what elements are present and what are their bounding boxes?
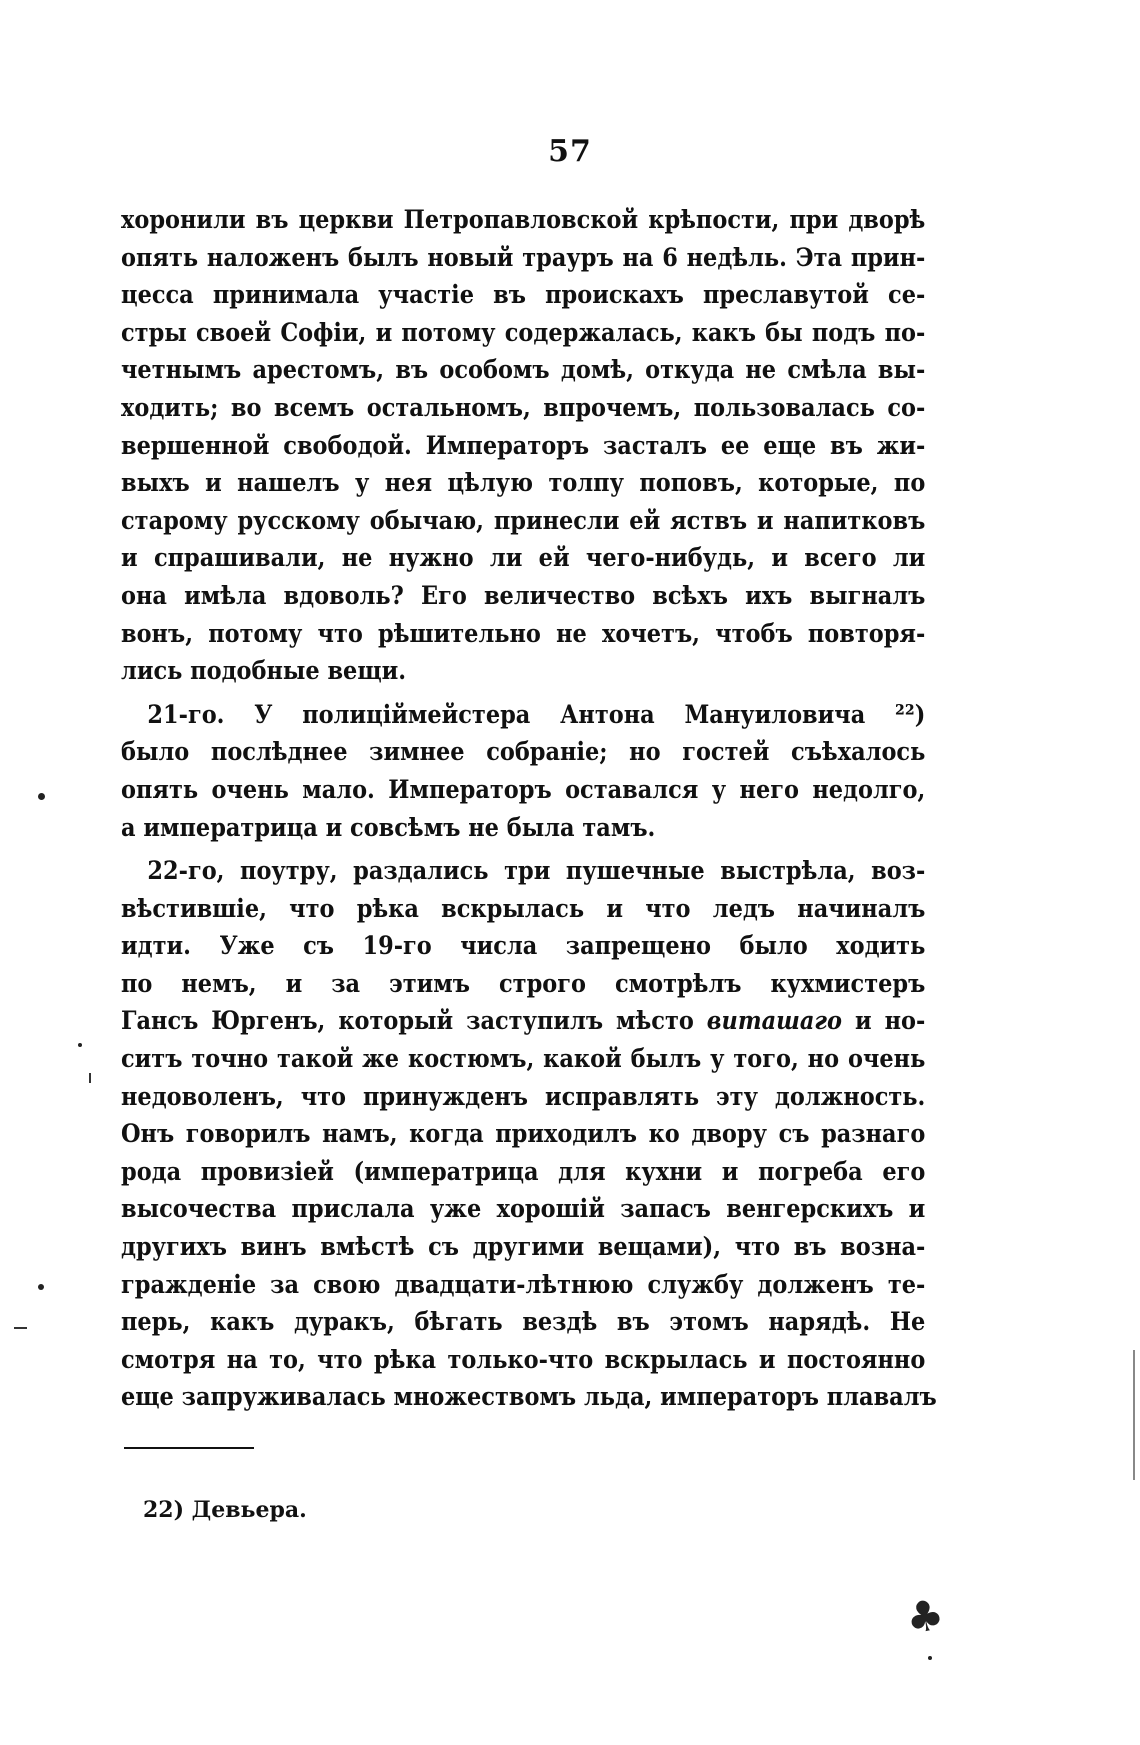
text-line: ситъ точно такой же костюмъ, какой былъ у того, но очень — [121, 1044, 926, 1075]
scan-speck — [928, 1656, 932, 1660]
text-line: идти. Уже съ 19-го числа запрещено было ходить — [121, 931, 926, 962]
text-line: недоволенъ, что принужденъ исправлять эту должность. — [121, 1081, 926, 1112]
text-line: опять очень мало. Императоръ оставался у него недолго, — [121, 774, 926, 805]
text-line: перь, какъ дуракъ, бѣгать вездѣ въ этомъ нарядѣ. Не — [121, 1307, 926, 1338]
text-line: стры своей Софіи, и потому содержалась, какъ бы подъ по- — [121, 317, 926, 348]
right-edge-line — [1133, 1350, 1135, 1480]
margin-speck — [78, 1043, 82, 1047]
text-line: рода провизіей (императрица для кухни и погреба его — [121, 1156, 926, 1187]
text-line: опять наложенъ былъ новый трауръ на 6 недѣль. Эта прин- — [121, 242, 926, 273]
text-line: лись подобные вещи. — [121, 656, 407, 687]
text-segment: и но- — [854, 1006, 926, 1037]
text-line: смотря на то, что рѣка только-что вскрылась и постоянно — [121, 1344, 926, 1375]
text-line: она имѣла вдоволь? Его величество всѣхъ ихъ выгналъ — [121, 580, 926, 611]
main-text — [121, 202, 937, 1417]
text-line: вершенной свободой. Императоръ засталъ ее еще въ жи- — [121, 430, 926, 461]
text-line: хоронили въ церкви Петропавловской крѣпости, при дворѣ — [121, 205, 926, 235]
margin-speck — [38, 1284, 44, 1290]
text-line: выхъ и нашелъ у нея цѣлую толпу поповъ, которые, по — [121, 468, 926, 499]
text-line: вѣстившіе, что рѣка вскрылась и что ледъ начиналъ — [121, 893, 926, 924]
text-line: и спрашивали, не нужно ли ей чего-нибудь, и всего ли — [121, 543, 926, 574]
text-line: высочества прислала уже хорошій запасъ венгерскихъ и — [121, 1194, 926, 1225]
footnote: 22) Девьера. — [143, 1497, 307, 1523]
text-line: цесса принимала участіе въ проискахъ преславутой се- — [121, 280, 926, 311]
text-line: другихъ винъ вмѣстѣ съ другими вещами), что въ возна- — [121, 1232, 926, 1263]
text-line: по немъ, и за этимъ строго смотрѣлъ кухмистеръ — [121, 968, 926, 999]
text-line: четнымъ арестомъ, въ особомъ домѣ, откуда не смѣла вы- — [121, 355, 926, 386]
margin-dash — [14, 1327, 27, 1329]
text-line: а императрица и совсѣмъ не была тамъ. — [121, 812, 656, 843]
page-number: 57 — [548, 134, 592, 169]
text-line: еще запруживалась множествомъ льда, императоръ плавалъ — [121, 1382, 937, 1413]
text-line: 21-го. У полиціймейстера Антона Мануиловича ²²) — [147, 699, 926, 730]
margin-speck — [38, 793, 45, 800]
text-line: было послѣднее зимнее собраніе; но гостей съѣхалось — [121, 737, 926, 768]
text-line: вонъ, потому что рѣшительно не хочетъ, чтобъ повторя- — [121, 618, 926, 649]
text-segment: Гансъ Юргенъ, который заступилъ мѣсто — [121, 1006, 694, 1037]
scan-artifact-mark: ♣ — [901, 1588, 949, 1645]
text-line: 22-го, поутру, раздались три пушечные выстрѣла, воз- — [147, 856, 926, 887]
text-line: ходить; во всемъ остальномъ, впрочемъ, пользовалась со- — [121, 392, 926, 423]
text-line-with-italic — [121, 1003, 925, 1041]
text-line: старому русскому обычаю, принесли ей яствъ и напитковъ — [121, 505, 926, 536]
italic-word: виташаго — [706, 1006, 843, 1037]
text-line: гражденіе за свою двадцати-лѣтнюю службу долженъ те- — [121, 1269, 926, 1300]
margin-tick — [89, 1073, 91, 1083]
text-line: Онъ говорилъ намъ, когда приходилъ ко двору съ разнаго — [121, 1119, 926, 1150]
footnote-divider — [124, 1447, 254, 1449]
